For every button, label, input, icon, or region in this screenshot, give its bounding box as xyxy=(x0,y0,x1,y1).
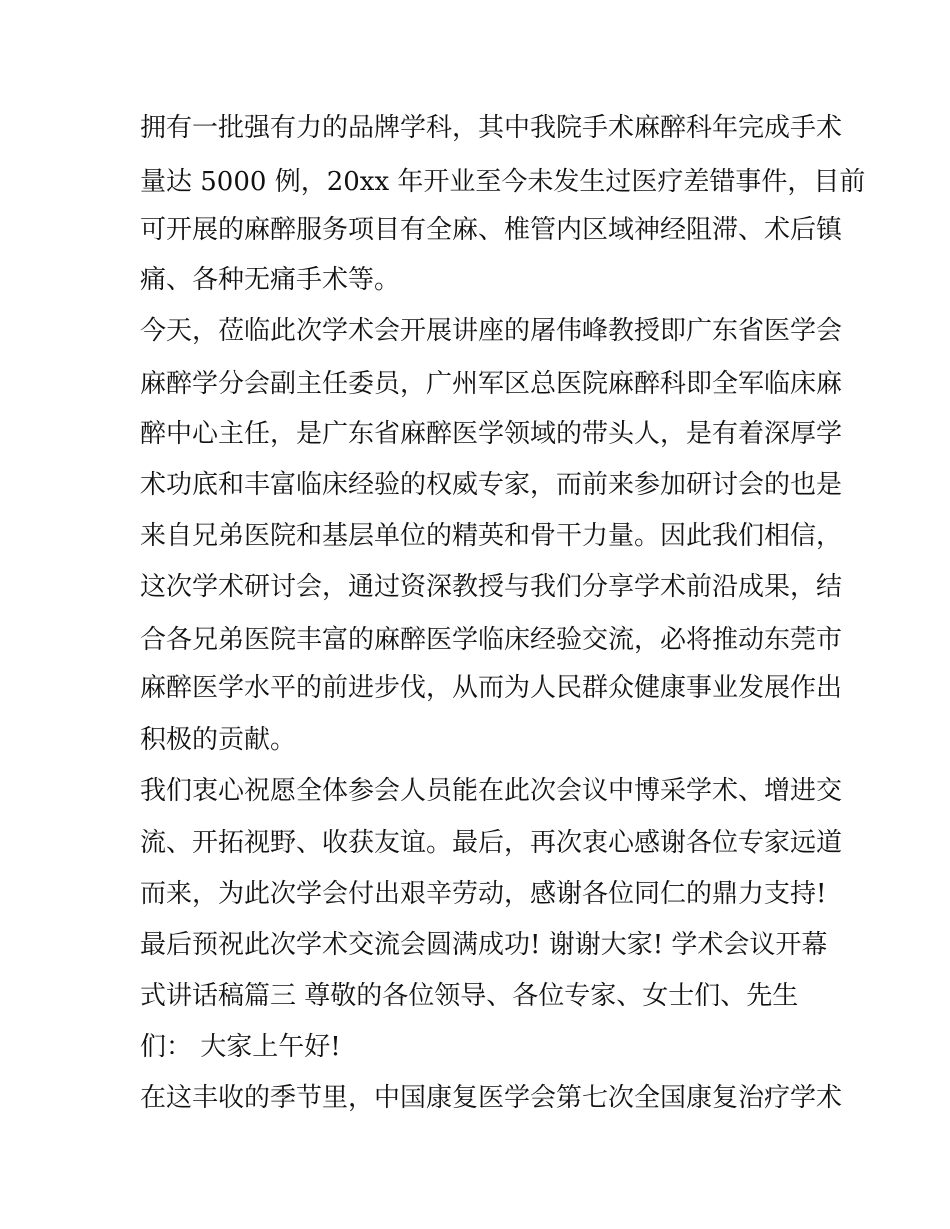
text-line: 拥有一批强有力的品牌学科，其中我院手术麻醉科年完成手术 xyxy=(140,113,843,143)
text-line: 量达 5000 例，20xx 年开业至今未发生过医疗差错事件，目前 xyxy=(140,167,866,197)
text-line: 式讲话稿篇三 尊敬的各位领导、各位专家、女士们、先生 xyxy=(140,981,799,1011)
text-line: 术功底和丰富临床经验的权威专家，而前来参加研讨会的也是 xyxy=(140,470,843,500)
text-line: 而来，为此次学会付出艰辛劳动，感谢各位同仁的鼎力支持! xyxy=(140,879,827,909)
text-line: 可开展的麻醉服务项目有全麻、椎管内区域神经阻滞、术后镇 xyxy=(140,215,843,245)
text-line: 我们衷心祝愿全体参会人员能在此次会议中博采学术、增进交 xyxy=(140,776,843,806)
text-line: 们： 大家上午好! xyxy=(140,1032,341,1062)
text-line: 在这丰收的季节里，中国康复医学会第七次全国康复治疗学术 xyxy=(140,1083,843,1113)
text-line: 这次学术研讨会，通过资深教授与我们分享学术前沿成果，结 xyxy=(140,572,843,602)
text-line: 麻醉学分会副主任委员，广州军区总医院麻醉科即全军临床麻 xyxy=(140,369,843,399)
text-line: 醉中心主任，是广东省麻醉医学领域的带头人，是有着深厚学 xyxy=(140,419,843,449)
text-line: 流、开拓视野、收获友谊。最后，再次衷心感谢各位专家远道 xyxy=(140,828,843,858)
text-line: 痛、各种无痛手术等。 xyxy=(140,265,401,295)
text-line: 麻醉医学水平的前进步伐，从而为人民群众健康事业发展作出 xyxy=(140,673,843,703)
text-line: 合各兄弟医院丰富的麻醉医学临床经验交流，必将推动东莞市 xyxy=(140,625,843,655)
text-line: 来自兄弟医院和基层单位的精英和骨干力量。因此我们相信， xyxy=(140,521,843,551)
text-line: 最后预祝此次学术交流会圆满成功! 谢谢大家! 学术会议开幕 xyxy=(140,930,828,960)
text-line: 积极的贡献。 xyxy=(140,725,297,755)
text-line: 今天，莅临此次学术会开展讲座的屠伟峰教授即广东省医学会 xyxy=(140,316,843,346)
